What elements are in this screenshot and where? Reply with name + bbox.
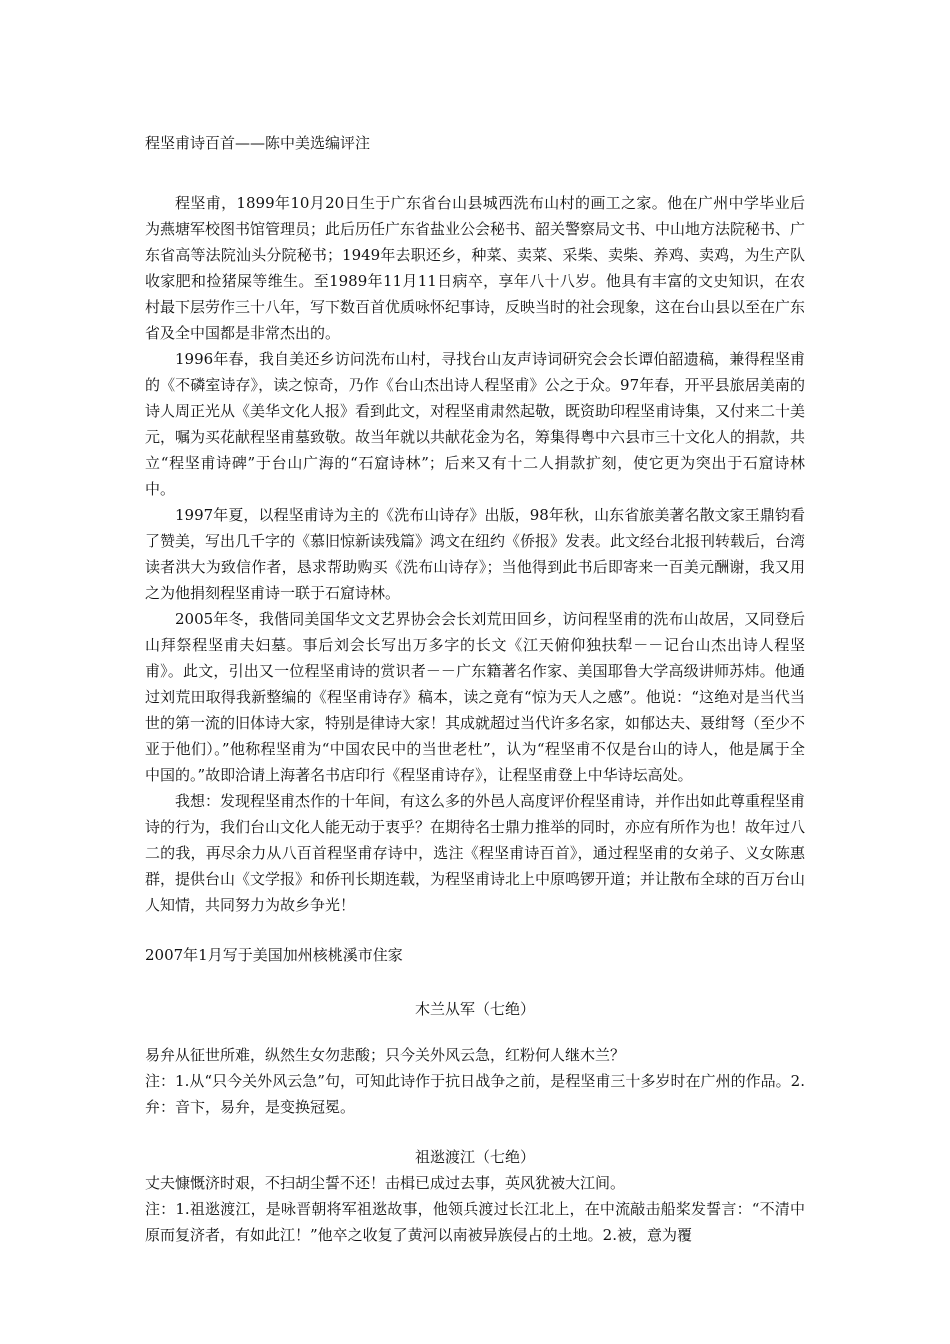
paragraph: 程坚甫，1899年10月20日生于广东省台山县城西洗布山村的画工之家。他在广州中学毕业后为燕塘军校图书馆管理员；此后历任广东省盐业公会秘书、韶关警察局文书、中山地方法院秘书、广东省高等法院汕头分院秘书；1949年去职还乡，种菜、卖菜、采柴、卖柴、养鸡、卖鸡，为生产队收家肥和捡猪屎等维生。至1989年11月11日病卒，享年八十八岁。他具有丰富的文史知识，在农村最下层劳作三十八年，写下数百首优质咏怀纪事诗，反映当时的社会现象，这在台山县以至在广东省及全中国都是非常杰出的。 — [145, 194, 806, 342]
paragraph: 我想：发现程坚甫杰作的十年间，有这么多的外邑人高度评价程坚甫诗，并作出如此尊重程坚甫诗的行为，我们台山文化人能无动于衷乎？在期待名士鼎力推举的同时，亦应有所作为也！故年过八二的我，再尽余力从八百首程坚甫存诗中，选注《程坚甫诗百首》，通过程坚甫的女弟子、义女陈惠群，提供台山《文学报》和侨刊长期连载，为程坚甫诗北上中原鸣锣开道；并让散布全球的百万台山人知情，共同努力为故乡争光！ — [145, 792, 806, 914]
paragraph: 1997年夏，以程坚甫诗为主的《洗布山诗存》出版，98年秋，山东省旅美著名散文家王鼎钧看了赞美，写出几千字的《慕旧惊新读残篇》鸿文在纽约《侨报》发表。此文经台北报刊转载后，台湾读者洪大为致信作者，恳求帮助购买《洗布山诗存》；当他得到此书后即寄来一百美元酬谢，我又用之为他捐刻程坚甫诗一联于石窟诗林。 — [145, 506, 806, 602]
poem-text: 易弁从征世所难，纵然生女勿悲酸；只今关外风云急，红粉何人继木兰？ — [145, 1046, 626, 1064]
poem — [145, 996, 805, 1120]
poem-note: 注：1.祖逖渡江，是咏晋朝将军祖逖故事，他领兵渡过长江北上，在中流敲击船桨发誓言：“不清中原而复济者，有如此江！”他卒之收复了黄河以南被异族侵占的土地。2.被，意为覆 — [145, 1200, 805, 1244]
poem — [145, 1144, 805, 1248]
signature-line: 2007年1月写于美国加州核桃溪市住家 — [145, 946, 403, 964]
document-title: 程坚甫诗百首——陈中美选编评注 — [145, 134, 371, 152]
poem-text: 丈夫慷慨济时艰，不扫胡尘誓不还！击楫已成过去事，英风犹被大江间。 — [145, 1174, 626, 1192]
poem-note: 注：1.从“只今关外风云急”句，可知此诗作于抗日战争之前，是程坚甫三十多岁时在广州的作品。2.弁：音卞，易弁，是变换冠冕。 — [145, 1072, 805, 1116]
intro-section — [145, 190, 805, 918]
paragraph: 1996年春，我自美还乡访问洗布山村，寻找台山友声诗词研究会会长谭伯韶遗稿，兼得程坚甫的《不磷室诗存》，读之惊奇，乃作《台山杰出诗人程坚甫》公之于众。97年春，开平县旅居美南的诗人周正光从《美华文化人报》看到此文，对程坚甫肃然起敬，既资助印程坚甫诗集，又付来二十美元，嘱为买花献程坚甫墓致敬。故当年就以共献花金为名，筹集得粤中六县市三十文化人的捐款，共立“程坚甫诗碑”于台山广海的“石窟诗林”；后来又有十二人捐款扩刻，使它更为突出于石窟诗林中。 — [145, 350, 806, 498]
poem-title: 祖逖渡江（七绝） — [414, 1148, 535, 1166]
poem-title: 木兰从军（七绝） — [414, 1000, 535, 1018]
paragraph: 2005年冬，我偕同美国华文文艺界协会会长刘荒田回乡，访问程坚甫的洗布山故居，又同登后山拜祭程坚甫夫妇墓。事后刘会长写出万多字的长文《江天俯仰独扶犁－－记台山杰出诗人程坚甫》。此文，引出又一位程坚甫诗的赏识者－－广东籍著名作家、美国耶鲁大学高级讲师苏炜。他通过刘荒田取得我新整编的《程坚甫诗存》稿本，读之竟有“惊为天人之感”。他说：“这绝对是当代当世的第一流的旧体诗大家，特别是律诗大家！其成就超过当代许多名家，如郁达夫、聂绀弩（至少不亚于他们）。”他称程坚甫为“中国农民中的当世老杜”，认为“程坚甫不仅是台山的诗人，他是属于全中国的。”故即洽请上海著名书店印行《程坚甫诗存》，让程坚甫登上中华诗坛高处。 — [145, 610, 806, 784]
